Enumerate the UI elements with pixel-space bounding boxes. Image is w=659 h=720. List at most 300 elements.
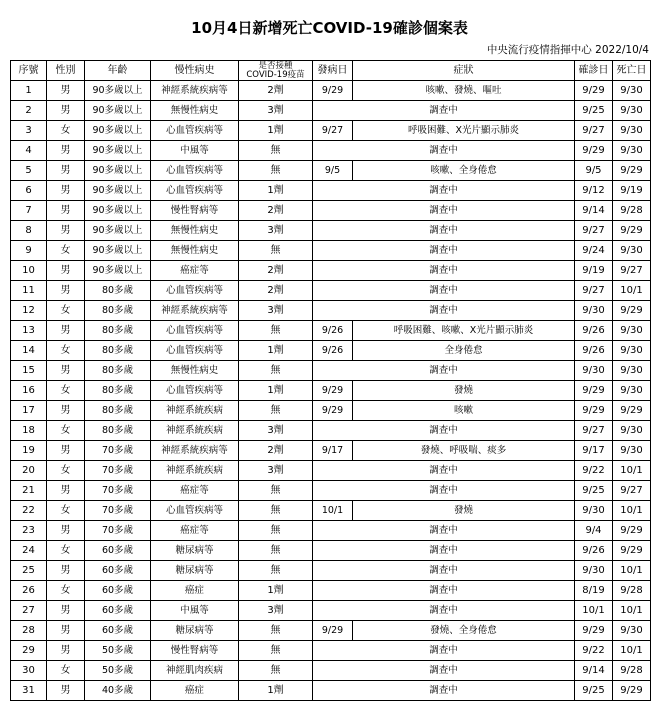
header-no: 序號 — [11, 61, 47, 81]
table-row — [11, 241, 651, 261]
cell-chronic: 無慢性病史 — [151, 101, 239, 121]
cell-chronic: 心血管疾病等 — [151, 121, 239, 141]
header-confirm: 確診日 — [575, 61, 613, 81]
table-row — [11, 381, 651, 401]
cell-death-date: 9/29 — [613, 681, 651, 701]
cell-death-date: 9/30 — [613, 381, 651, 401]
cell-death-date: 9/29 — [613, 521, 651, 541]
cell-no: 10 — [11, 261, 47, 281]
cell-vaccine: 2劑 — [239, 261, 313, 281]
table-row — [11, 81, 651, 101]
cell-chronic: 無慢性病史 — [151, 241, 239, 261]
cell-vaccine: 3劑 — [239, 461, 313, 481]
cell-vaccine: 無 — [239, 501, 313, 521]
table-row — [11, 481, 651, 501]
cell-onset: 9/26 — [313, 321, 353, 341]
cell-confirm-date: 9/14 — [575, 201, 613, 221]
cell-death-date: 9/29 — [613, 401, 651, 421]
cell-symptom: 調查中 — [313, 601, 575, 621]
cell-sex: 男 — [47, 281, 85, 301]
cell-onset: 10/1 — [313, 501, 353, 521]
cell-symptom: 咳嗽、發燒、嘔吐 — [353, 81, 575, 101]
cell-death-date: 10/1 — [613, 501, 651, 521]
cell-symptom: 調查中 — [313, 641, 575, 661]
cell-death-date: 9/28 — [613, 201, 651, 221]
table-row — [11, 181, 651, 201]
source-date: 中央流行疫情指揮中心 2022/10/4 — [486, 44, 649, 56]
cell-sex: 男 — [47, 621, 85, 641]
cell-symptom: 調查中 — [313, 261, 575, 281]
cell-sex: 男 — [47, 221, 85, 241]
cell-confirm-date: 9/14 — [575, 661, 613, 681]
cell-no: 29 — [11, 641, 47, 661]
table-row — [11, 141, 651, 161]
cell-confirm-date: 9/19 — [575, 261, 613, 281]
cell-chronic: 中風等 — [151, 141, 239, 161]
cell-age: 90多歲以上 — [85, 201, 151, 221]
cell-no: 2 — [11, 101, 47, 121]
cell-vaccine: 1劑 — [239, 581, 313, 601]
cell-no: 28 — [11, 621, 47, 641]
cell-chronic: 癌症等 — [151, 481, 239, 501]
cell-confirm-date: 9/29 — [575, 621, 613, 641]
cell-sex: 男 — [47, 561, 85, 581]
cell-vaccine: 無 — [239, 321, 313, 341]
cell-symptom: 調查中 — [313, 101, 575, 121]
cell-death-date: 9/30 — [613, 621, 651, 641]
cell-sex: 女 — [47, 461, 85, 481]
cell-death-date: 9/30 — [613, 241, 651, 261]
cell-sex: 男 — [47, 641, 85, 661]
cell-confirm-date: 9/26 — [575, 321, 613, 341]
table-row — [11, 461, 651, 481]
cell-confirm-date: 9/22 — [575, 461, 613, 481]
cell-vaccine: 2劑 — [239, 281, 313, 301]
cell-age: 90多歲以上 — [85, 181, 151, 201]
cell-sex: 女 — [47, 121, 85, 141]
cell-symptom: 調查中 — [313, 301, 575, 321]
cell-sex: 男 — [47, 201, 85, 221]
cell-sex: 女 — [47, 541, 85, 561]
cell-vaccine: 3劑 — [239, 301, 313, 321]
cell-death-date: 10/1 — [613, 641, 651, 661]
header-onset: 發病日 — [313, 61, 353, 81]
cell-chronic: 無慢性病史 — [151, 361, 239, 381]
cell-age: 70多歲 — [85, 441, 151, 461]
cell-symptom: 調查中 — [313, 661, 575, 681]
cell-age: 90多歲以上 — [85, 261, 151, 281]
cell-age: 90多歲以上 — [85, 221, 151, 241]
table-row — [11, 261, 651, 281]
cell-no: 18 — [11, 421, 47, 441]
cell-symptom: 調查中 — [313, 461, 575, 481]
cell-no: 12 — [11, 301, 47, 321]
cell-death-date: 9/28 — [613, 581, 651, 601]
cell-death-date: 9/29 — [613, 301, 651, 321]
table-row — [11, 601, 651, 621]
cell-symptom: 發燒 — [353, 501, 575, 521]
cell-age: 70多歲 — [85, 501, 151, 521]
cell-sex: 男 — [47, 441, 85, 461]
cell-confirm-date: 9/27 — [575, 221, 613, 241]
case-table — [10, 60, 651, 701]
cell-no: 9 — [11, 241, 47, 261]
cell-no: 24 — [11, 541, 47, 561]
cell-chronic: 癌症等 — [151, 521, 239, 541]
cell-symptom: 調查中 — [313, 541, 575, 561]
cell-vaccine: 3劑 — [239, 221, 313, 241]
cell-vaccine: 3劑 — [239, 421, 313, 441]
table-row — [11, 161, 651, 181]
cell-no: 8 — [11, 221, 47, 241]
cell-confirm-date: 9/29 — [575, 381, 613, 401]
header-vaccine-line1: 是否接種 — [258, 60, 293, 71]
cell-chronic: 心血管疾病等 — [151, 181, 239, 201]
cell-sex: 男 — [47, 521, 85, 541]
cell-age: 70多歲 — [85, 521, 151, 541]
table-header-row — [11, 61, 651, 81]
cell-age: 60多歲 — [85, 541, 151, 561]
header-chronic: 慢性病史 — [151, 61, 239, 81]
cell-age: 80多歲 — [85, 361, 151, 381]
cell-onset: 9/29 — [313, 621, 353, 641]
cell-age: 80多歲 — [85, 401, 151, 421]
cell-chronic: 癌症 — [151, 681, 239, 701]
cell-vaccine: 3劑 — [239, 601, 313, 621]
cell-age: 90多歲以上 — [85, 241, 151, 261]
cell-death-date: 10/1 — [613, 461, 651, 481]
header-sex: 性別 — [47, 61, 85, 81]
cell-vaccine: 無 — [239, 661, 313, 681]
cell-symptom: 調查中 — [313, 141, 575, 161]
cell-no: 7 — [11, 201, 47, 221]
cell-confirm-date: 9/26 — [575, 341, 613, 361]
cell-age: 50多歲 — [85, 641, 151, 661]
cell-chronic: 中風等 — [151, 601, 239, 621]
cell-confirm-date: 9/25 — [575, 481, 613, 501]
cell-symptom: 呼吸困難、咳嗽、X光片顯示肺炎 — [353, 321, 575, 341]
cell-death-date: 9/30 — [613, 101, 651, 121]
cell-confirm-date: 9/27 — [575, 121, 613, 141]
cell-death-date: 9/30 — [613, 321, 651, 341]
cell-no: 25 — [11, 561, 47, 581]
cell-chronic: 神經系統疾病等 — [151, 81, 239, 101]
cell-symptom: 調查中 — [313, 281, 575, 301]
cell-symptom: 調查中 — [313, 681, 575, 701]
cell-sex: 女 — [47, 501, 85, 521]
cell-no: 6 — [11, 181, 47, 201]
cell-sex: 女 — [47, 241, 85, 261]
cell-chronic: 慢性腎病等 — [151, 201, 239, 221]
cell-symptom: 咳嗽 — [353, 401, 575, 421]
table-row — [11, 661, 651, 681]
cell-age: 60多歲 — [85, 581, 151, 601]
cell-confirm-date: 10/1 — [575, 601, 613, 621]
cell-vaccine: 無 — [239, 361, 313, 381]
cell-symptom: 發燒 — [353, 381, 575, 401]
cell-no: 17 — [11, 401, 47, 421]
cell-vaccine: 無 — [239, 161, 313, 181]
cell-confirm-date: 9/4 — [575, 521, 613, 541]
cell-sex: 男 — [47, 361, 85, 381]
cell-no: 13 — [11, 321, 47, 341]
cell-vaccine: 1劑 — [239, 681, 313, 701]
table-row — [11, 681, 651, 701]
cell-confirm-date: 9/12 — [575, 181, 613, 201]
cell-no: 27 — [11, 601, 47, 621]
cell-chronic: 神經系統疾病 — [151, 421, 239, 441]
table-row — [11, 521, 651, 541]
table-row — [11, 281, 651, 301]
cell-confirm-date: 9/25 — [575, 101, 613, 121]
cell-vaccine: 1劑 — [239, 181, 313, 201]
cell-sex: 男 — [47, 261, 85, 281]
cell-death-date: 9/30 — [613, 361, 651, 381]
table-row — [11, 641, 651, 661]
cell-confirm-date: 9/27 — [575, 281, 613, 301]
cell-age: 80多歲 — [85, 321, 151, 341]
cell-age: 70多歲 — [85, 461, 151, 481]
cell-sex: 男 — [47, 401, 85, 421]
cell-confirm-date: 9/24 — [575, 241, 613, 261]
cell-vaccine: 無 — [239, 401, 313, 421]
cell-vaccine: 無 — [239, 481, 313, 501]
cell-symptom: 調查中 — [313, 361, 575, 381]
cell-symptom: 咳嗽、全身倦怠 — [353, 161, 575, 181]
table-row — [11, 201, 651, 221]
header-vaccine-line2: COVID-19疫苗 — [246, 69, 305, 80]
cell-confirm-date: 9/17 — [575, 441, 613, 461]
cell-no: 5 — [11, 161, 47, 181]
cell-chronic: 糖尿病等 — [151, 561, 239, 581]
cell-confirm-date: 9/27 — [575, 421, 613, 441]
cell-confirm-date: 8/19 — [575, 581, 613, 601]
cell-confirm-date: 9/30 — [575, 361, 613, 381]
cell-no: 26 — [11, 581, 47, 601]
cell-age: 50多歲 — [85, 661, 151, 681]
cell-no: 14 — [11, 341, 47, 361]
cell-symptom: 調查中 — [313, 201, 575, 221]
cell-sex: 女 — [47, 581, 85, 601]
cell-onset: 9/29 — [313, 81, 353, 101]
table-row — [11, 341, 651, 361]
cell-age: 70多歲 — [85, 481, 151, 501]
cell-no: 31 — [11, 681, 47, 701]
cell-chronic: 心血管疾病等 — [151, 321, 239, 341]
cell-onset: 9/5 — [313, 161, 353, 181]
cell-sex: 男 — [47, 481, 85, 501]
cell-vaccine: 無 — [239, 621, 313, 641]
cell-sex: 男 — [47, 681, 85, 701]
cell-no: 4 — [11, 141, 47, 161]
table-row — [11, 121, 651, 141]
cell-death-date: 9/30 — [613, 81, 651, 101]
cell-symptom: 呼吸困難、X光片顯示肺炎 — [353, 121, 575, 141]
cell-symptom: 調查中 — [313, 221, 575, 241]
cell-chronic: 神經系統疾病等 — [151, 441, 239, 461]
cell-sex: 男 — [47, 321, 85, 341]
cell-no: 20 — [11, 461, 47, 481]
cell-vaccine: 無 — [239, 241, 313, 261]
cell-confirm-date: 9/26 — [575, 541, 613, 561]
cell-vaccine: 3劑 — [239, 101, 313, 121]
cell-death-date: 10/1 — [613, 601, 651, 621]
cell-no: 16 — [11, 381, 47, 401]
table-row — [11, 441, 651, 461]
header-age: 年齡 — [85, 61, 151, 81]
cell-confirm-date: 9/5 — [575, 161, 613, 181]
cell-vaccine: 1劑 — [239, 121, 313, 141]
cell-symptom: 發燒、呼吸喘、痰多 — [353, 441, 575, 461]
cell-symptom: 調查中 — [313, 241, 575, 261]
table-row — [11, 221, 651, 241]
cell-death-date: 9/30 — [613, 141, 651, 161]
cell-no: 3 — [11, 121, 47, 141]
cell-symptom: 全身倦怠 — [353, 341, 575, 361]
cell-age: 60多歲 — [85, 601, 151, 621]
cell-chronic: 癌症等 — [151, 261, 239, 281]
cell-chronic: 心血管疾病等 — [151, 381, 239, 401]
cell-age: 40多歲 — [85, 681, 151, 701]
cell-onset: 9/29 — [313, 381, 353, 401]
table-row — [11, 401, 651, 421]
cell-death-date: 9/19 — [613, 181, 651, 201]
table-row — [11, 361, 651, 381]
cell-sex: 男 — [47, 81, 85, 101]
table-row — [11, 561, 651, 581]
cell-sex: 女 — [47, 661, 85, 681]
cell-death-date: 9/30 — [613, 421, 651, 441]
cell-chronic: 神經系統疾病 — [151, 461, 239, 481]
cell-sex: 男 — [47, 601, 85, 621]
cell-vaccine: 無 — [239, 141, 313, 161]
table-row — [11, 421, 651, 441]
cell-vaccine: 2劑 — [239, 441, 313, 461]
cell-no: 22 — [11, 501, 47, 521]
cell-death-date: 9/30 — [613, 441, 651, 461]
cell-no: 23 — [11, 521, 47, 541]
cell-age: 80多歲 — [85, 421, 151, 441]
cell-age: 90多歲以上 — [85, 141, 151, 161]
table-row — [11, 541, 651, 561]
cell-sex: 男 — [47, 141, 85, 161]
cell-death-date: 9/30 — [613, 341, 651, 361]
cell-sex: 女 — [47, 421, 85, 441]
table-row — [11, 101, 651, 121]
cell-age: 60多歲 — [85, 561, 151, 581]
cell-vaccine: 無 — [239, 561, 313, 581]
cell-no: 1 — [11, 81, 47, 101]
cell-onset: 9/27 — [313, 121, 353, 141]
header-vaccine — [239, 61, 313, 81]
cell-age: 90多歲以上 — [85, 161, 151, 181]
cell-vaccine: 無 — [239, 541, 313, 561]
table-row — [11, 321, 651, 341]
cell-chronic: 慢性腎病等 — [151, 641, 239, 661]
cell-age: 80多歲 — [85, 381, 151, 401]
cell-death-date: 9/27 — [613, 481, 651, 501]
cell-death-date: 9/29 — [613, 541, 651, 561]
cell-chronic: 心血管疾病等 — [151, 161, 239, 181]
cell-no: 30 — [11, 661, 47, 681]
cell-symptom: 調查中 — [313, 181, 575, 201]
header-death: 死亡日 — [613, 61, 651, 81]
cell-symptom: 調查中 — [313, 581, 575, 601]
cell-chronic: 糖尿病等 — [151, 621, 239, 641]
cell-age: 90多歲以上 — [85, 121, 151, 141]
cell-onset: 9/26 — [313, 341, 353, 361]
table-row — [11, 621, 651, 641]
cell-death-date: 9/30 — [613, 121, 651, 141]
cell-vaccine: 無 — [239, 521, 313, 541]
cell-confirm-date: 9/29 — [575, 81, 613, 101]
cell-vaccine: 1劑 — [239, 341, 313, 361]
cell-confirm-date: 9/29 — [575, 141, 613, 161]
cell-no: 15 — [11, 361, 47, 381]
cell-age: 60多歲 — [85, 621, 151, 641]
cell-death-date: 10/1 — [613, 561, 651, 581]
header-symptom: 症狀 — [353, 61, 575, 81]
cell-vaccine: 2劑 — [239, 201, 313, 221]
cell-age: 80多歲 — [85, 301, 151, 321]
cell-no: 21 — [11, 481, 47, 501]
cell-vaccine: 無 — [239, 641, 313, 661]
cell-sex: 女 — [47, 381, 85, 401]
cell-death-date: 9/29 — [613, 161, 651, 181]
cell-sex: 女 — [47, 341, 85, 361]
cell-chronic: 癌症 — [151, 581, 239, 601]
cell-chronic: 糖尿病等 — [151, 541, 239, 561]
cell-age: 90多歲以上 — [85, 81, 151, 101]
cell-age: 80多歲 — [85, 341, 151, 361]
cell-vaccine: 2劑 — [239, 81, 313, 101]
cell-chronic: 心血管疾病等 — [151, 341, 239, 361]
cell-symptom: 發燒、全身倦怠 — [353, 621, 575, 641]
cell-chronic: 心血管疾病等 — [151, 281, 239, 301]
cell-sex: 男 — [47, 101, 85, 121]
cell-no: 11 — [11, 281, 47, 301]
cell-symptom: 調查中 — [313, 561, 575, 581]
cell-onset: 9/29 — [313, 401, 353, 421]
cell-no: 19 — [11, 441, 47, 461]
cell-symptom: 調查中 — [313, 481, 575, 501]
cell-age: 90多歲以上 — [85, 101, 151, 121]
cell-confirm-date: 9/29 — [575, 401, 613, 421]
cell-chronic: 無慢性病史 — [151, 221, 239, 241]
table-row — [11, 501, 651, 521]
cell-confirm-date: 9/25 — [575, 681, 613, 701]
cell-confirm-date: 9/30 — [575, 301, 613, 321]
cell-sex: 男 — [47, 161, 85, 181]
cell-confirm-date: 9/22 — [575, 641, 613, 661]
cell-death-date: 9/27 — [613, 261, 651, 281]
table-row — [11, 301, 651, 321]
cell-confirm-date: 9/30 — [575, 561, 613, 581]
cell-symptom: 調查中 — [313, 521, 575, 541]
cell-confirm-date: 9/30 — [575, 501, 613, 521]
cell-age: 80多歲 — [85, 281, 151, 301]
cell-death-date: 9/29 — [613, 221, 651, 241]
cell-chronic: 心血管疾病等 — [151, 501, 239, 521]
cell-vaccine: 1劑 — [239, 381, 313, 401]
cell-chronic: 神經系統疾病等 — [151, 301, 239, 321]
cell-death-date: 10/1 — [613, 281, 651, 301]
cell-death-date: 9/28 — [613, 661, 651, 681]
table-row — [11, 581, 651, 601]
cell-chronic: 神經系統疾病 — [151, 401, 239, 421]
page-title: 10月4日新增死亡COVID-19確診個案表 — [191, 19, 468, 37]
cell-onset: 9/17 — [313, 441, 353, 461]
